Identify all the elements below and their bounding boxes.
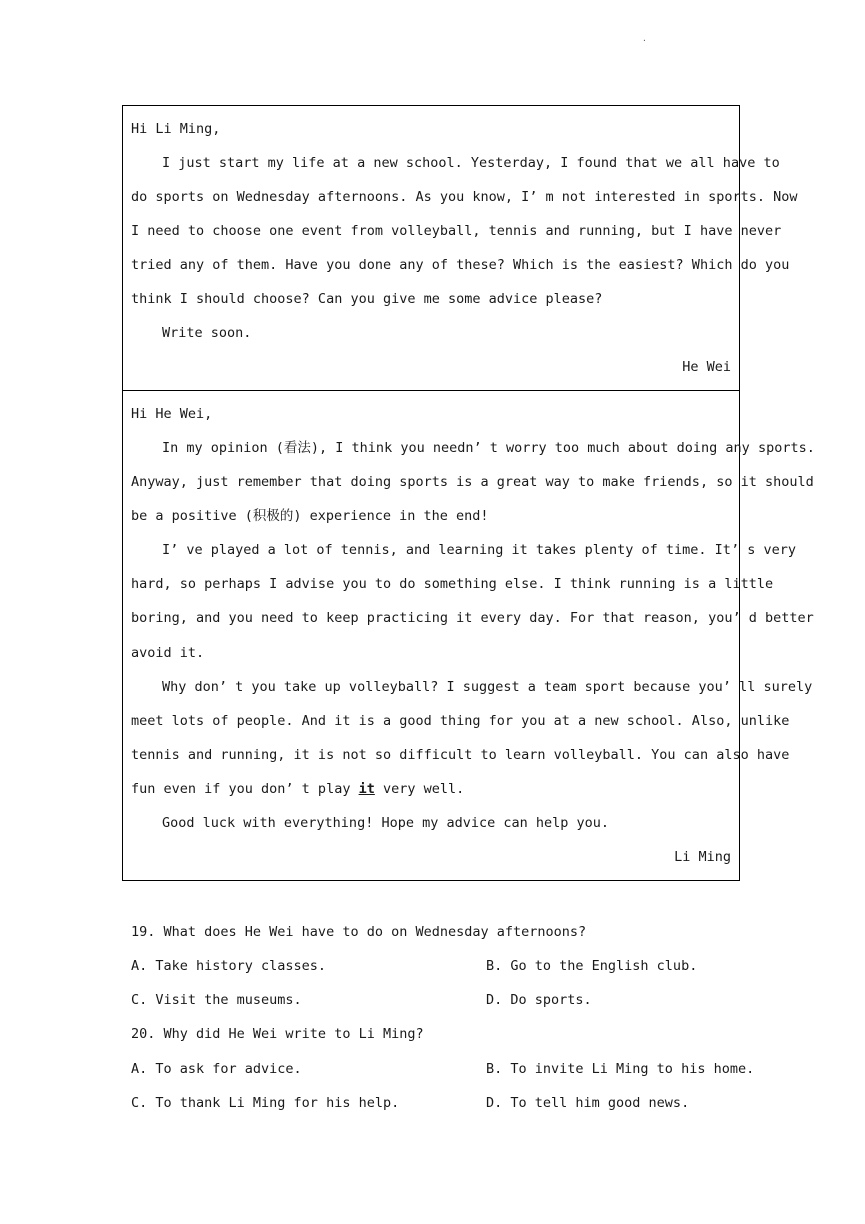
question-20-stem: 20. Why did He Wei write to Li Ming? <box>131 1026 424 1042</box>
question-19-option-c[interactable]: C. Visit the museums. <box>131 992 302 1008</box>
letter2-signature: Li Ming <box>674 849 731 865</box>
letter2-line: avoid it. <box>131 645 205 661</box>
question-19-option-a[interactable]: A. Take history classes. <box>131 958 327 974</box>
letter-from-he-wei <box>122 105 798 391</box>
question-20-option-c[interactable]: C. To thank Li Ming for his help. <box>131 1095 400 1111</box>
letter2-line: Why don’ t you take up volleyball? I suggest a team sport because you’ ll surely <box>162 679 813 695</box>
question-20-option-b[interactable]: B. To invite Li Ming to his home. <box>486 1061 755 1077</box>
letter1-signature: He Wei <box>682 359 731 375</box>
letter2-line: boring, and you need to keep practicing it every day. For that reason, you’ d better <box>131 610 814 626</box>
underlined-word: it <box>358 781 375 797</box>
question-20-option-a[interactable]: A. To ask for advice. <box>131 1061 302 1077</box>
letter1-closing: Write soon. <box>162 325 252 341</box>
letter1-line: do sports on Wednesday afternoons. As you know, I’ m not interested in sports. Now <box>131 189 798 205</box>
letter2-greeting: Hi He Wei, <box>131 406 213 422</box>
letter-from-li-ming <box>122 390 815 881</box>
question-19-option-b[interactable]: B. Go to the English club. <box>486 958 698 974</box>
letter1-line: tried any of them. Have you done any of these? Which is the easiest? Which do you <box>131 257 790 273</box>
letter2-line: hard, so perhaps I advise you to do something else. I think running is a little <box>131 576 774 592</box>
header-mark: . <box>642 34 647 43</box>
question-20-option-d[interactable]: D. To tell him good news. <box>486 1095 690 1111</box>
question-19-stem: 19. What does He Wei have to do on Wednesday afternoons? <box>131 924 587 940</box>
text-segment: very well. <box>374 781 465 797</box>
letter2-line: meet lots of people. And it is a good thing for you at a new school. Also, unlike <box>131 713 790 729</box>
letter1-line: I need to choose one event from volleyball, tennis and running, but I have never <box>131 223 782 239</box>
letter1-line: I just start my life at a new school. Yesterday, I found that we all have to <box>162 155 780 171</box>
letter2-line: be a positive (积极的) experience in the end! <box>131 508 489 524</box>
letter2-line: I’ ve played a lot of tennis, and learning it takes plenty of time. It’ s very <box>162 542 796 558</box>
letter1-line: think I should choose? Can you give me some advice please? <box>131 291 603 307</box>
letter1-greeting: Hi Li Ming, <box>131 121 221 137</box>
letter2-line: tennis and running, it is not so difficult to learn volleyball. You can also have <box>131 747 790 763</box>
letter2-closing: Good luck with everything! Hope my advice can help you. <box>162 815 610 831</box>
letter2-line: In my opinion (看法), I think you needn’ t worry too much about doing any sports. <box>162 440 815 456</box>
text-segment: fun even if you don’ t play <box>131 781 359 797</box>
question-19-option-d[interactable]: D. Do sports. <box>486 992 592 1008</box>
letter2-line: Anyway, just remember that doing sports is a great way to make friends, so it should <box>131 474 814 490</box>
letter2-last-line <box>131 772 731 806</box>
